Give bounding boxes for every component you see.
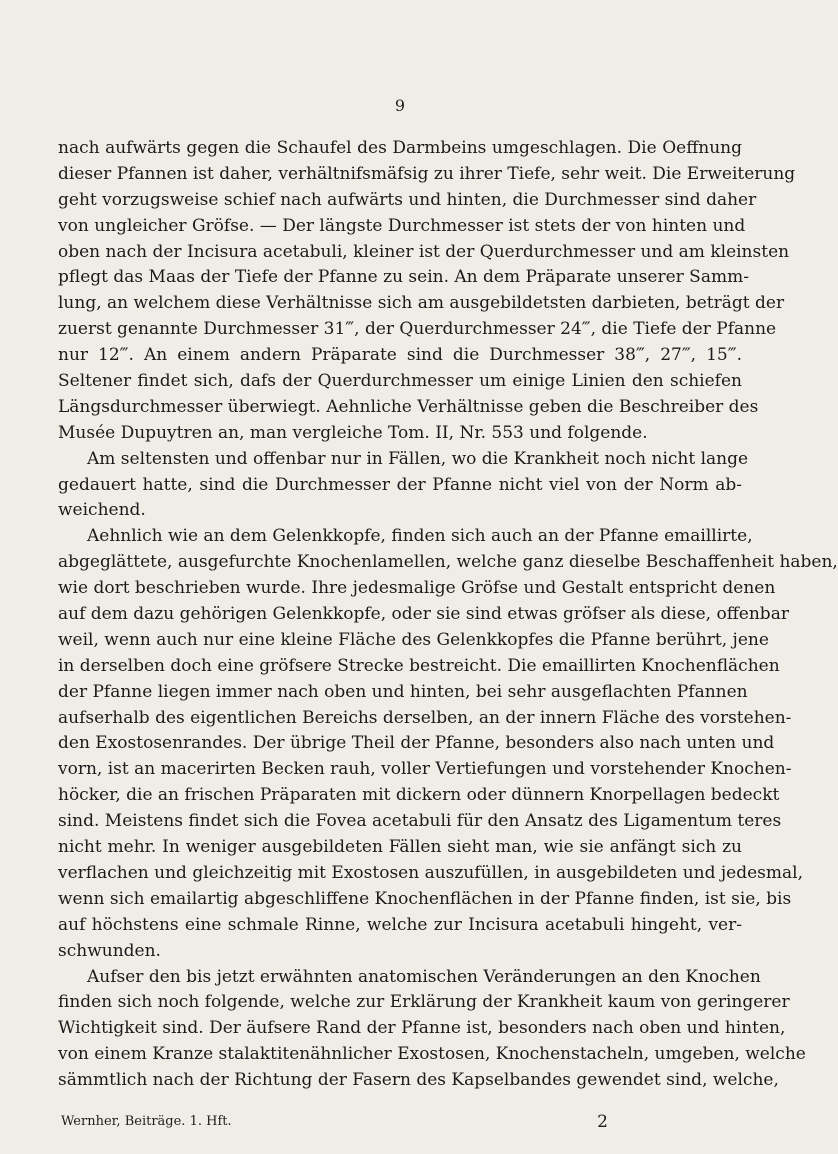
page-footer: [58, 1110, 742, 1134]
text-line: wenn sich emailartig abgeschliffene Knochenflächen in der Pfanne finden, ist sie, bis: [58, 888, 792, 909]
text-line: sämmtlich nach der Richtung der Fasern des Kapselbandes gewendet sind, welche,: [58, 1070, 779, 1091]
text-line: schwunden.: [58, 940, 161, 961]
paragraph-start-line: Aufser den bis jetzt erwähnten anatomischen Veränderungen an den Knochen: [87, 966, 761, 987]
page-number: 9: [394, 96, 406, 115]
text-line: dieser Pfannen ist daher, verhältnifsmäfsig zu ihrer Tiefe, sehr weit. Die Erweiterung: [58, 163, 796, 184]
text-line: in derselben doch eine gröfsere Strecke bestreicht. Die emaillirten Knochenflächen: [58, 655, 780, 676]
footer-citation: Wernher, Beiträge. 1. Hft.: [61, 1114, 232, 1129]
text-line: der Pfanne liegen immer nach oben und hinten, bei sehr ausgeflachten Pfannen: [58, 681, 748, 702]
text-line: nicht mehr. In weniger ausgebildeten Fällen sieht man, wie sie anfängt sich zu: [58, 837, 742, 858]
text-line: von einem Kranze stalaktitenähnlicher Exostosen, Knochenstacheln, umgeben, welche: [58, 1044, 806, 1065]
text-line: höcker, die an frischen Präparaten mit dickern oder dünnern Knorpellagen bedeckt: [58, 785, 780, 806]
text-line: pflegt das Maas der Tiefe der Pfanne zu sein. An dem Präparate unserer Samm-: [58, 267, 749, 288]
body-text: [58, 136, 838, 1094]
text-line: gedauert hatte, sind die Durchmesser der Pfanne nicht viel von der Norm ab-: [58, 474, 742, 495]
text-line: nach aufwärts gegen die Schaufel des Darmbeins umgeschlagen. Die Oeffnung: [58, 138, 742, 158]
text-line: oben nach der Incisura acetabuli, kleiner ist der Querdurchmesser und am kleinsten: [58, 241, 790, 262]
text-line: finden sich noch folgende, welche zur Erklärung der Krankheit kaum von geringerer: [58, 992, 790, 1013]
text-line: auf höchstens eine schmale Rinne, welche zur Incisura acetabuli hingeht, ver-: [58, 914, 742, 935]
text-line: sind. Meistens findet sich die Fovea acetabuli für den Ansatz des Ligamentum teres: [58, 811, 782, 832]
text-line: nur 12‴. An einem andern Präparate sind die Durchmesser 38‴, 27‴, 15‴.: [58, 345, 742, 366]
text-line: lung, an welchem diese Verhältnisse sich am ausgebildetsten darbieten, beträgt der: [58, 293, 785, 314]
text-line: von ungleicher Gröfse. — Der längste Durchmesser ist stets der von hinten und: [58, 215, 746, 236]
text-line: wie dort beschrieben wurde. Ihre jedesmalige Gröfse und Gestalt entspricht denen: [58, 578, 776, 599]
text-line: zuerst genannte Durchmesser 31‴, der Querdurchmesser 24‴, die Tiefe der Pfanne: [58, 319, 777, 340]
text-line: Musée Dupuytren an, man vergleiche Tom. II, Nr. 553 und folgende.: [58, 422, 648, 443]
sheet-signature: 2: [597, 1112, 608, 1132]
text-line: Wichtigkeit sind. Der äufsere Rand der Pfanne ist, besonders nach oben und hinten,: [58, 1018, 786, 1039]
text-line: Längsdurchmesser überwiegt. Aehnliche Verhältnisse geben die Beschreiber des: [58, 396, 759, 417]
text-line: vorn, ist an macerirten Becken rauh, voller Vertiefungen und vorstehender Knochen-: [58, 759, 792, 780]
text-line: weichend.: [58, 500, 146, 521]
paragraph-start-line: Am seltensten und offenbar nur in Fällen, wo die Krankheit noch nicht lange: [87, 448, 749, 469]
text-line: auf dem dazu gehörigen Gelenkkopfe, oder sie sind etwas gröfser als diese, offenbar: [58, 604, 789, 625]
paragraph-start-line: Aehnlich wie an dem Gelenkkopfe, finden sich auch an der Pfanne emaillirte,: [87, 526, 753, 547]
text-line: den Exostosenrandes. Der übrige Theil der Pfanne, besonders also nach unten und: [58, 733, 775, 754]
text-line: aufserhalb des eigentlichen Bereichs derselben, an der innern Fläche des vorstehen-: [58, 707, 792, 728]
text-line: geht vorzugsweise schief nach aufwärts und hinten, die Durchmesser sind daher: [58, 189, 757, 210]
text-line: weil, wenn auch nur eine kleine Fläche des Gelenkkopfes die Pfanne berührt, jene: [58, 629, 769, 650]
text-line: verflachen und gleichzeitig mit Exostosen auszufüllen, in ausgebildeten und jedesmal,: [58, 862, 803, 883]
text-line: Seltener findet sich, dafs der Querdurchmesser um einige Linien den schiefen: [58, 371, 742, 392]
text-line: abgeglättete, ausgefurchte Knochenlamellen, welche ganz dieselbe Beschaffenheit haben,: [58, 552, 838, 573]
